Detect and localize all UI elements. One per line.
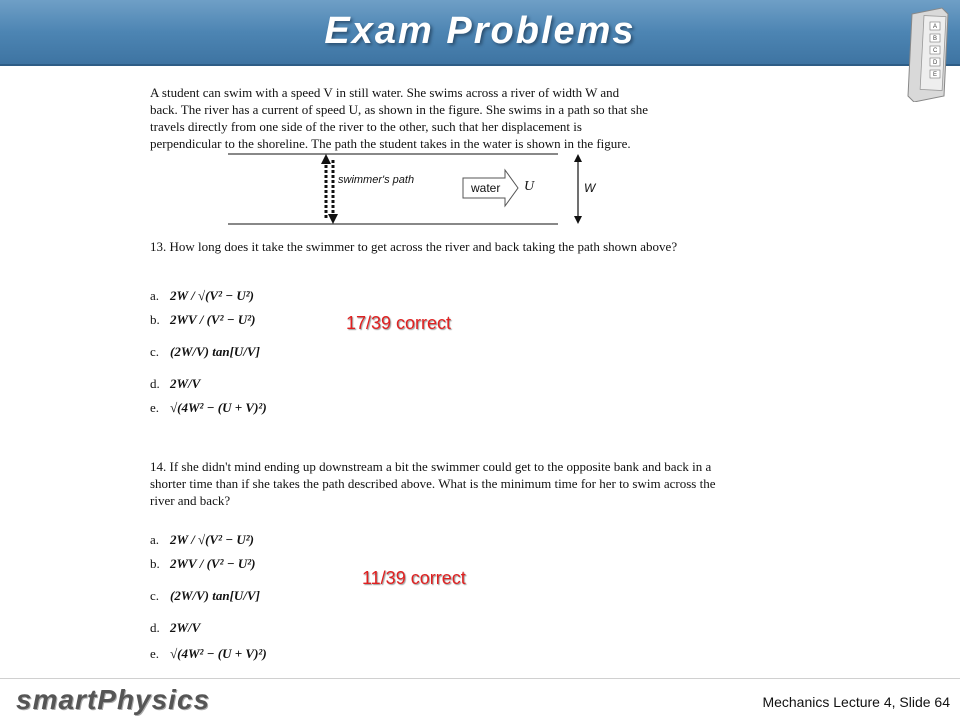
option-expr: 2W/V	[170, 376, 201, 391]
arrow-up-icon	[321, 154, 331, 164]
clicker-button-c: C	[933, 48, 938, 54]
q13-option-a	[150, 284, 254, 308]
q13-result: 17/39 correct	[346, 313, 452, 333]
q14-result: 11/39 correct	[362, 568, 466, 588]
water-label: water	[471, 181, 501, 195]
slide-info: Mechanics Lecture 4, Slide 64	[762, 694, 950, 710]
option-expr: (2W/V) tan[U/V]	[170, 588, 260, 603]
problem-line: A student can swim with a speed V in still water. She swims across a river of width W and	[150, 85, 620, 100]
smartphysics-logo: smartPhysics	[16, 684, 211, 715]
option-label: c.	[150, 588, 160, 603]
width-label: W	[584, 181, 596, 195]
problem-line: back. The river has a current of speed U, as shown in the figure. She swims in a path so that she	[150, 102, 648, 117]
option-expr: √(4W² − (U + V)²)	[170, 646, 267, 661]
arrow-down-icon	[574, 216, 582, 224]
option-label: e.	[150, 646, 160, 661]
clicker-button-d: D	[933, 60, 938, 66]
q13-option-c	[150, 340, 260, 364]
clicker-button-b: B	[933, 36, 938, 42]
q14-option-a	[150, 528, 254, 552]
option-label: b.	[150, 556, 160, 571]
option-label: d.	[150, 376, 160, 391]
current-label: U	[524, 179, 535, 194]
iclicker-icon	[902, 6, 952, 102]
clicker-button-a: A	[933, 24, 938, 30]
swimmer-path-label: swimmer's path	[338, 174, 415, 186]
arrow-down-icon	[328, 214, 338, 224]
slide-title: Exam Problems	[324, 10, 636, 52]
option-label: b.	[150, 312, 160, 327]
option-label: a.	[150, 288, 160, 303]
option-label: c.	[150, 344, 160, 359]
option-expr: √(4W² − (U + V)²)	[170, 400, 267, 415]
q14-option-e	[150, 642, 267, 666]
option-expr: 2W / √(V² − U²)	[170, 532, 254, 547]
option-label: a.	[150, 532, 160, 547]
question-14: 14. If she didn't mind ending up downstream a bit the swimmer could get to the opposite bank and back in a shorter time than if she takes the path described above. What is the minimum time for her to swim across the river and back?	[150, 459, 716, 508]
q13-option-b	[150, 308, 256, 332]
question-13: 13. How long does it take the swimmer to get across the river and back taking the path shown above?	[150, 239, 678, 254]
q14-option-b	[150, 552, 256, 576]
clicker-button-e: E	[933, 72, 938, 78]
option-expr: 2WV / (V² − U²)	[170, 312, 256, 327]
arrow-up-icon	[574, 154, 582, 162]
option-expr: 2W / √(V² − U²)	[170, 288, 254, 303]
option-label: d.	[150, 620, 160, 635]
q14-option-c	[150, 584, 260, 608]
option-expr: (2W/V) tan[U/V]	[170, 344, 260, 359]
option-expr: 2WV / (V² − U²)	[170, 556, 256, 571]
problem-line: travels directly from one side of the river to the other, such that her displacement is	[150, 119, 582, 134]
option-expr: 2W/V	[170, 620, 201, 635]
option-label: e.	[150, 400, 160, 415]
river-figure	[150, 150, 610, 228]
q13-option-e	[150, 396, 267, 420]
problem-line: perpendicular to the shoreline. The path the student takes in the water is shown in the figure.	[150, 136, 631, 151]
problem-statement	[150, 84, 730, 152]
q14-option-d	[150, 616, 200, 640]
q13-option-d	[150, 372, 200, 396]
